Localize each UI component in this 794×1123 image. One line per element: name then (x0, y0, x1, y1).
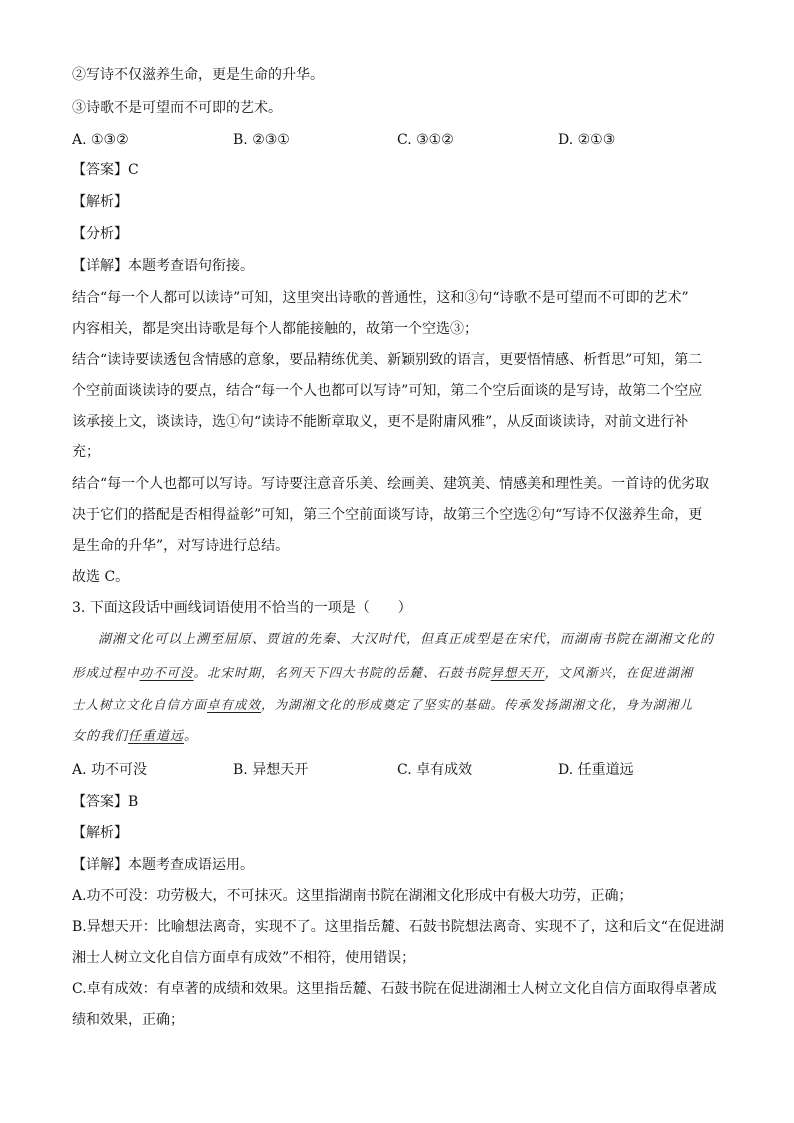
q3-option-a-explanation: A.功不可没：功劳极大，不可抹灭。这里指湖南书院在湖湘文化形成中有极大功劳，正确； (72, 888, 633, 904)
q2-fenxi-label: 【分析】 (72, 226, 128, 242)
q3-options (72, 760, 724, 780)
q3-passage-line: 湖湘文化可以上溯至屈原、贾谊的先秦、大汉时代，但真正成型是在宋代，而湖南书院在湖湘文化的 (98, 632, 715, 647)
q2-options (72, 130, 724, 150)
statement-3: ③诗歌不是可望而不可即的艺术。 (72, 100, 282, 116)
q2-para1-line: 结合“每一个人都可以读诗”可知，这里突出诗歌的普通性，这和③句“诗歌不是可望而不可即的艺术” (72, 290, 689, 306)
statement-2: ②写诗不仅滋养生命，更是生命的升华。 (72, 67, 324, 83)
underlined-term: 任重道远 (128, 729, 185, 744)
q2-option-d: D. ②①③ (558, 132, 616, 148)
q2-option-c: C. ③①② (397, 132, 454, 148)
q2-para2-line: 充； (72, 444, 100, 460)
q3-option-b-explanation: 湘士人树立文化自信方面卓有成效”不相符，使用错误； (72, 950, 416, 966)
q3-passage-line: 女的我们任重道远。 (72, 729, 199, 744)
q2-xiangjie: 【详解】本题考查语句衔接。 (72, 258, 254, 274)
q3-passage-line: 形成过程中功不可没。北宋时期，名列天下四大书院的岳麓、石鼓书院异想天开，文风渐兴，在促进湖湘 (72, 665, 694, 680)
q3-jiexi-label: 【解析】 (72, 825, 128, 841)
q3-option-b: B. 异想天开 (233, 762, 309, 778)
q3-option-c: C. 卓有成效 (397, 762, 473, 778)
q3-option-b-explanation: B.异想天开：比喻想法离奇，实现不了。这里指岳麓、石鼓书院想法离奇、实现不了，这和后文“在促进湖 (72, 919, 724, 935)
q2-option-a: A. ①③② (72, 132, 129, 148)
q2-para3-line: 结合“每一个人也都可以写诗。写诗要注意音乐美、绘画美、建筑美、情感美和理性美。一首诗的优劣取 (72, 476, 710, 492)
q3-answer: 【答案】B (72, 794, 139, 810)
underlined-term: 卓有成效 (207, 697, 262, 712)
q2-option-b: B. ②③① (233, 132, 290, 148)
underlined-term: 功不可没 (139, 665, 194, 680)
q2-jiexi-label: 【解析】 (72, 194, 128, 210)
q2-para2-line: 该承接上文，谈读诗，选①句“读诗不能断章取义，更不是附庸风雅”，从反面谈读诗，对前文进行补 (72, 414, 689, 430)
q2-para2-line: 个空前面谈读诗的要点，结合“每一个人也都可以写诗”可知，第二个空后面谈的是写诗，故第二个空应 (72, 383, 703, 399)
q2-para3-line: 决于它们的搭配是否相得益彰”可知，第三个空前面谈写诗，故第三个空选②句“写诗不仅滋养生命，更 (72, 507, 703, 523)
q3-stem: 3. 下面这段话中画线词语使用不恰当的一项是（ ） (72, 600, 412, 616)
q3-passage-line: 士人树立文化自信方面卓有成效，为湖湘文化的形成奠定了坚实的基础。传承发扬湖湘文化，身为湖湘儿 (72, 697, 694, 712)
q2-para1-line: 内容相关，都是突出诗歌是每个人都能接触的，故第一个空选③； (72, 321, 478, 337)
q3-xiangjie: 【详解】本题考查成语运用。 (72, 857, 254, 873)
q3-option-c-explanation: 绩和效果，正确； (72, 1012, 184, 1028)
underlined-term: 异想天开 (490, 665, 545, 680)
q2-para3-line: 是生命的升华”，对写诗进行总结。 (72, 538, 290, 554)
q3-option-a: A. 功不可没 (72, 762, 148, 778)
q2-para2-line: 结合“读诗要读透包含情感的意象，要品精练优美、新颖别致的语言，更要悟情感、析哲思”可知，第二 (72, 352, 703, 368)
q2-answer: 【答案】C (72, 162, 139, 178)
q2-conclusion: 故选 C。 (72, 569, 130, 585)
q3-option-d: D. 任重道远 (558, 762, 634, 778)
q3-option-c-explanation: C.卓有成效：有卓著的成绩和效果。这里指岳麓、石鼓书院在促进湖湘士人树立文化自信方面取得卓著成 (72, 981, 717, 997)
